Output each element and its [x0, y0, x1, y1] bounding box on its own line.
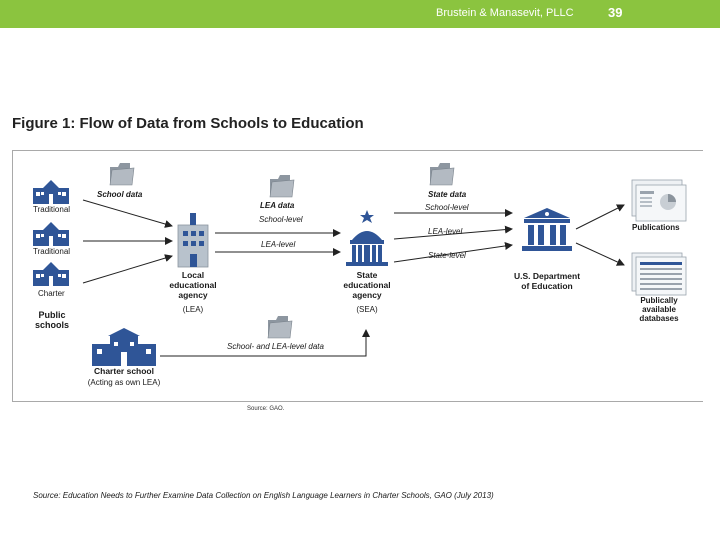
- state-data-folder-icon: [430, 163, 454, 185]
- flow-label-lea-level-sea: LEA-level: [428, 227, 463, 236]
- acting-as-lea-label: (Acting as own LEA): [87, 378, 161, 387]
- public-schools-label: Public schools: [34, 310, 70, 331]
- traditional-school-2-label: Traditional: [33, 247, 71, 256]
- school-lea-data-folder-icon: [268, 316, 292, 338]
- arrow-charter-to-lea: [83, 256, 172, 283]
- figure-title: Figure 1: Flow of Data from Schools to Education: [12, 115, 364, 132]
- publications-label: Publications: [632, 223, 680, 232]
- lea-label: Local educational agency: [169, 270, 217, 300]
- lea-building-icon: [178, 213, 208, 267]
- flow-label-school-level-lea: School-level: [259, 215, 303, 224]
- traditional-school-1-label: Traditional: [33, 205, 71, 214]
- traditional-school-1-icon: [33, 180, 69, 204]
- header-org-name: Brustein & Manasevit, PLLC: [436, 7, 574, 19]
- traditional-school-2-icon: [33, 222, 69, 246]
- lea-abbr-label: (LEA): [182, 305, 204, 314]
- sea-label: State educational agency: [343, 270, 391, 300]
- usde-label: U.S. Department of Education: [513, 271, 581, 291]
- flow-label-lea-level-lea: LEA-level: [261, 240, 296, 249]
- arrow-usde-to-databases: [576, 243, 624, 265]
- state-data-label: State data: [428, 190, 467, 199]
- charter-label: Charter: [38, 289, 65, 298]
- databases-label: Publically available databases: [639, 296, 679, 324]
- figure-source-note: Source: GAO.: [247, 406, 285, 412]
- flow-label-school-level-sea: School-level: [425, 203, 469, 212]
- us-department-of-education-icon: [522, 208, 572, 251]
- arrow-traditional1-to-lea: [83, 200, 172, 226]
- school-data-folder-icon: [110, 163, 134, 185]
- arrow-usde-to-publications: [576, 205, 624, 229]
- lea-data-folder-icon: [270, 175, 294, 197]
- sea-abbr-label: (SEA): [356, 305, 378, 314]
- charter-school-building-icon: [92, 328, 156, 366]
- source-citation: Source: Education Needs to Further Examine Data Collection on English Language Learners in Charter Schools, GAO (July 2013): [33, 491, 494, 500]
- school-lea-data-label: School- and LEA-level data: [227, 342, 324, 351]
- publications-icon: [632, 180, 686, 221]
- lea-data-label: LEA data: [260, 201, 295, 210]
- sea-capitol-icon: [346, 210, 388, 266]
- school-data-label: School data: [97, 190, 143, 199]
- flow-label-state-level: State-level: [428, 251, 466, 260]
- charter-school-small-icon: [33, 262, 69, 286]
- databases-icon: [632, 253, 686, 295]
- charter-school-label: Charter school: [94, 366, 154, 376]
- page-number: 39: [608, 5, 623, 20]
